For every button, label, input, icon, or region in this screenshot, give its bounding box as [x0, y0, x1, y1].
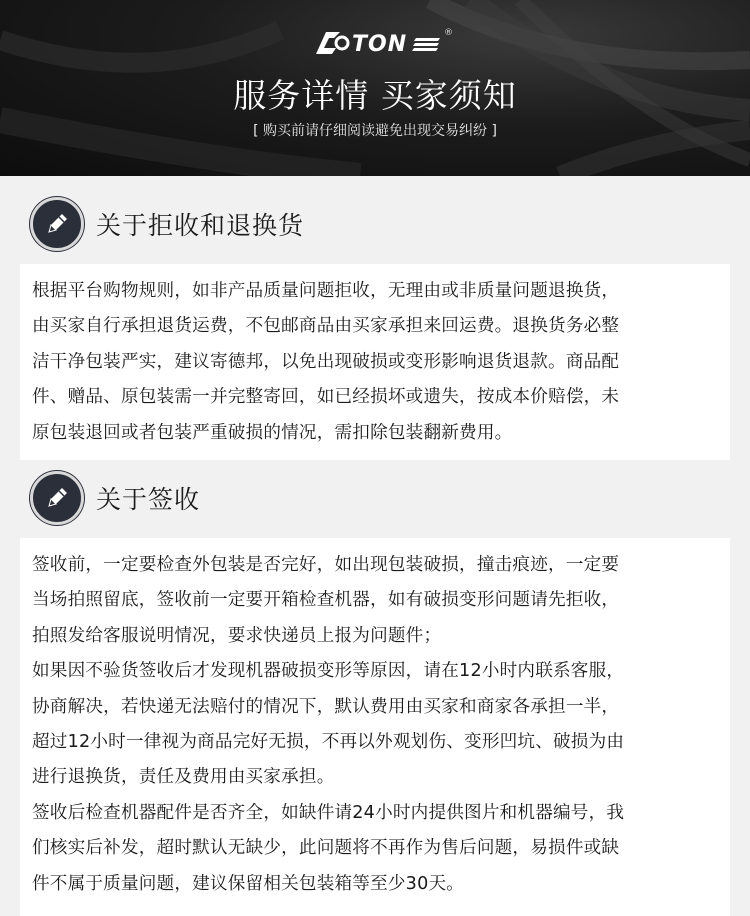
- policy-line: 原包装退回或者包装严重破损的情况，需扣除包装翻新费用。: [32, 422, 513, 443]
- policy-line: 根据平台购物规则，如非产品质量问题拒收，无理由或非质量问题退换货，: [32, 281, 620, 301]
- policy-line: 签收前，一定要检查外包装是否完好，如出现包装破损，撞击痕迹，一定要: [32, 555, 620, 575]
- section-heading-returns: [30, 196, 304, 252]
- page-title: 服务详情 买家须知: [233, 76, 517, 115]
- section-title: 关于签收: [96, 485, 201, 514]
- policy-line: 件不属于质量问题，建议保留相关包装箱等至少30天。: [32, 873, 465, 894]
- brand-logo: [312, 26, 452, 66]
- policy-line: 超过12小时一律视为商品完好无损，不再以外观划伤、变形凹坑、破损为由: [32, 732, 625, 753]
- logo-stripes-icon: [412, 36, 442, 52]
- header-banner: [0, 0, 750, 176]
- registered-mark: ®: [444, 28, 453, 38]
- section-heading-signing: [30, 470, 200, 526]
- pencil-icon: [30, 197, 84, 251]
- brand-name: TON: [352, 32, 408, 57]
- policy-line: 签收后检查机器配件是否齐全，如缺件请24小时内提供图片和机器编号，我: [32, 802, 625, 823]
- pencil-icon: [30, 471, 84, 525]
- policy-line: 进行退换货，责任及费用由买家承担。: [32, 767, 335, 788]
- page-subtitle: [ 购买前请仔细阅读避免出现交易纠纷 ]: [253, 123, 497, 139]
- policy-line: 们核实后补发，超时默认无缺少，此问题将不再作为售后问题，易损件或缺: [32, 838, 620, 859]
- returns-policy-text: [20, 264, 730, 460]
- policy-line: 洁干净包装严实，建议寄德邦，以免出现破损或变形影响退货退款。商品配: [32, 351, 620, 372]
- policy-line: 件、赠品、原包装需一并完整寄回，如已经损坏或遗失，按成本价赔偿，未: [32, 387, 620, 408]
- policy-line: 由买家自行承担退货运费，不包邮商品由买家承担来回运费。退换货务必整: [32, 316, 620, 337]
- policy-line: 拍照发给客服说明情况，要求快递员上报为问题件；: [32, 625, 442, 646]
- policy-line: 如果因不验货签收后才发现机器破损变形等原因，请在12小时内联系客服，: [32, 661, 625, 682]
- policy-line: 协商解决，若快递无法赔付的情况下，默认费用由买家和商家各承担一半，: [32, 696, 620, 717]
- section-title: 关于拒收和退换货: [96, 211, 305, 240]
- policy-line: 当场拍照留底，签收前一定要开箱检查机器，如有破损变形问题请先拒收，: [32, 590, 620, 611]
- logo-mark-icon: [312, 28, 350, 58]
- signing-policy-text: [20, 538, 730, 916]
